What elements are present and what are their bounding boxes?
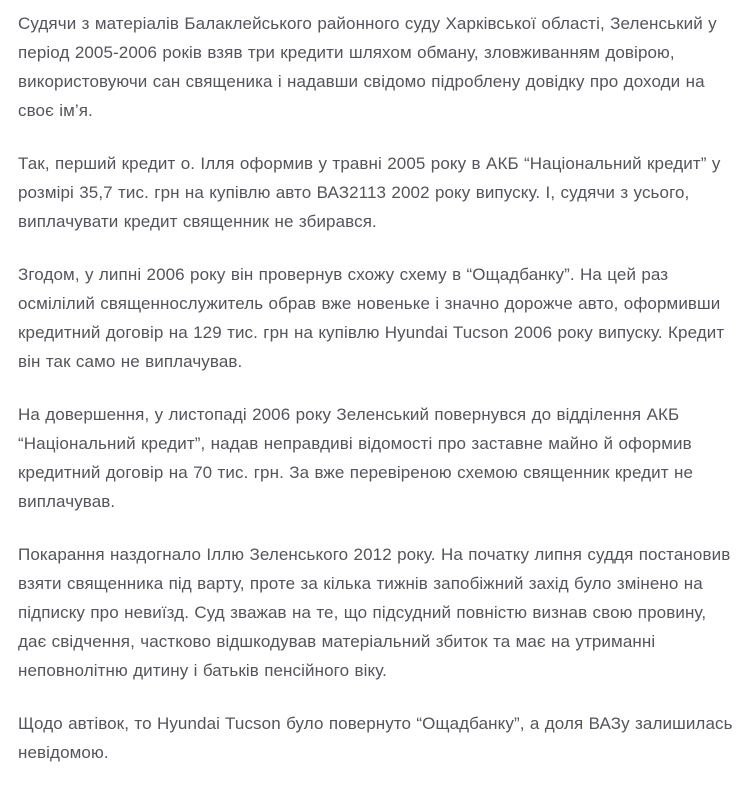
article-paragraph: На довершення, у листопаді 2006 року Зеленський повернувся до відділення АКБ “Національний кредит”, надав неправдиві відомості про заставне майно й оформив кредитний договір на 70 тис. грн. За вже перевіреною схемою священник кредит не виплачував. — [18, 405, 694, 511]
article-paragraph: Так, перший кредит о. Ілля оформив у травні 2005 року в АКБ “Національний кредит” у розмірі 35,7 тис. грн на купівлю авто ВАЗ2113 2002 року випуску. І, судячи з усього, виплачувати кредит священник не збирався. — [18, 154, 721, 231]
article-paragraph: Судячи з матеріалів Балаклейського районного суду Харківської області, Зеленський у період 2005-2006 років взяв три кредити шляхом обману, зловживанням довірою, використовуючи сан священика і надавши свідомо підроблену довідку про доходи на своє ім’я. — [18, 14, 717, 120]
article-paragraph: Щодо автівок, то Hyundai Tucson було повернуто “Ощадбанку”, а доля ВАЗу залишилась невідомою. — [18, 714, 733, 762]
article-paragraph: Згодом, у липні 2006 року він провернув схожу схему в “Ощадбанку”. На цей раз осмілілий священнослужитель обрав вже новеньке і значно дорожче авто, оформивши кредитний договір на 129 тис. грн на купівлю Hyundai Tucson 2006 року випуску. Кредит він так само не виплачував. — [18, 265, 725, 371]
article-paragraph: Покарання наздогнало Іллю Зеленського 2012 року. На початку липня суддя постановив взяти священника під варту, проте за кілька тижнів запобіжний захід було змінено на підписку про невиїзд. Суд зважав на те, що підсудний повністю визнав свою провину, дає свідчення, частково відшкодував матеріальний збиток та має на утриманні неповнолітню дитину і батьків пенсійного віку. — [18, 545, 731, 680]
